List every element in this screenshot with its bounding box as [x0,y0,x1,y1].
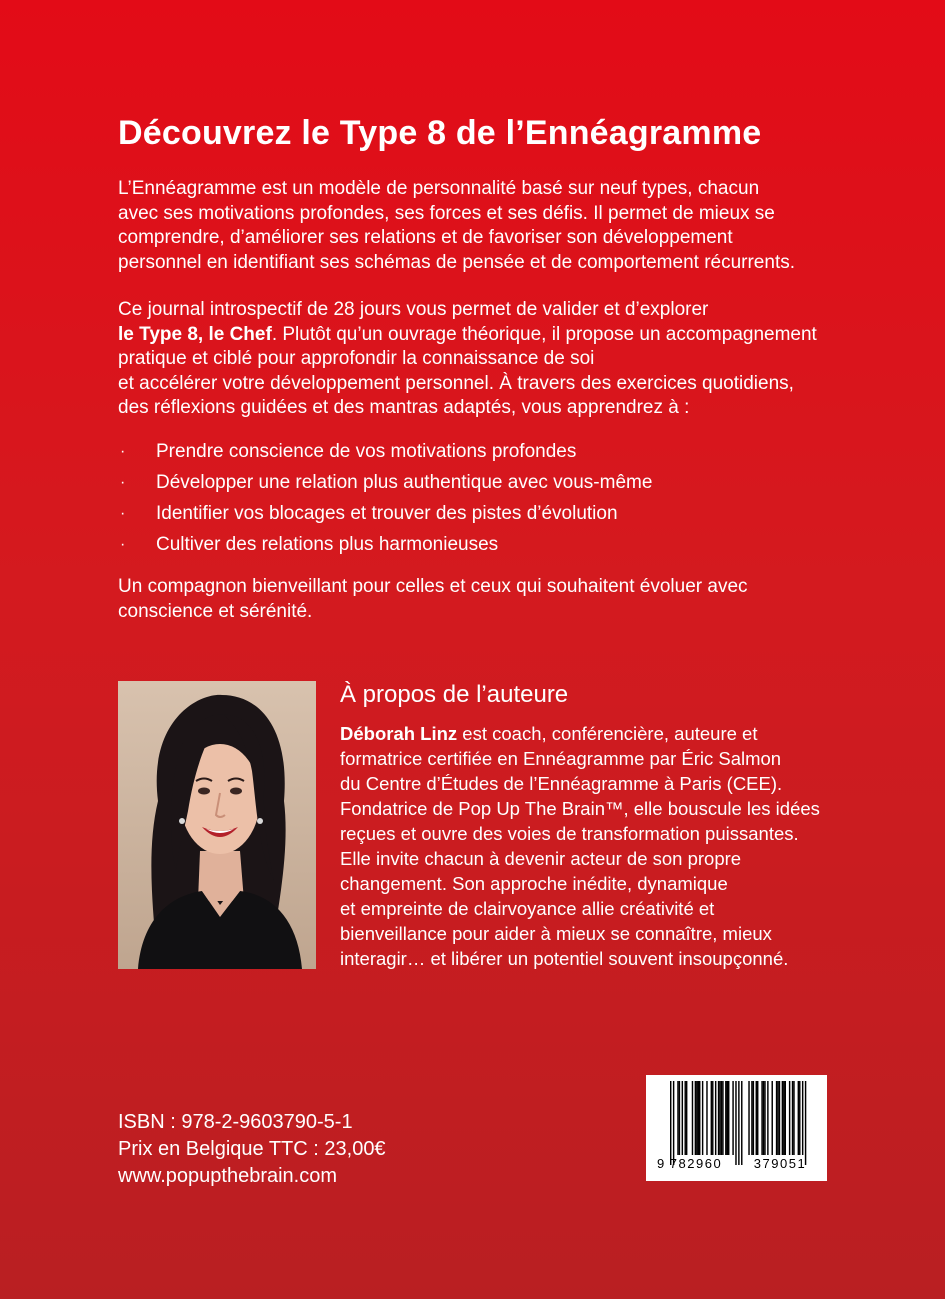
barcode-bar [682,1081,683,1155]
barcode-bar [783,1081,784,1155]
journal-line: Ce journal introspectif de 28 jours vous permet de valider et d’explorer [118,299,709,320]
bio-line: formatrice certifiée en Ennéagramme par Éric Salmon [340,748,782,769]
barcode-bar [735,1081,736,1165]
barcode-bar [793,1081,794,1155]
barcode-bar [685,1081,686,1155]
journal-line: et accélérer votre développement personnel. À travers des exercices quotidiens, [118,372,794,394]
bio-line: bienveillance pour aider à mieux se connaître, mieux [340,923,772,944]
back-cover-title: Découvrez le Type 8 de l’Ennéagramme [118,114,762,152]
barcode-bar [764,1081,765,1155]
journal-line-rest: . Plutôt qu’un ouvrage théorique, il propose un accompagnement [271,323,817,345]
bio-line: et empreinte de clairvoyance allie créativité et [340,898,715,919]
barcode-bar [756,1081,757,1155]
isbn-text: ISBN : 978-2-9603790-5-1 [118,1111,353,1133]
barcode-bar [706,1081,707,1155]
barcode-bar [757,1081,758,1155]
intro-line: comprendre, d’améliorer ses relations et de favoriser son développement [118,227,733,249]
publication-info [118,1109,386,1190]
barcode-bar [767,1081,768,1155]
barcode-bar [782,1081,783,1155]
barcode-bar [686,1081,687,1155]
barcode-bar [719,1081,720,1155]
barcode-bar [792,1081,793,1155]
bio-line-rest: est coach, conférencière, auteure et [457,723,758,744]
barcode-bar [777,1081,778,1155]
bio-line: Fondatrice de Pop Up The Brain™, elle bouscule les idées [340,798,820,819]
isbn-barcode [646,1075,827,1181]
closing-line: conscience et sérénité. [118,600,313,622]
intro-line: L’Ennéagramme est un modèle de personnalité basé sur neuf types, chacun [118,178,760,199]
barcode-bar [776,1081,777,1155]
author-photo [118,681,316,969]
bio-line: interagir… et libérer un potentiel souvent insoupçonné. [340,948,789,969]
barcode-bar [728,1081,729,1155]
barcode-bar [721,1081,722,1155]
barcode-bar [718,1081,719,1155]
bio-line: Elle invite chacun à devenir acteur de son propre [340,848,742,869]
barcode-bar [779,1081,780,1155]
barcode-bars [670,1081,806,1165]
benefit-text: Développer une relation plus authentique avec vous-même [156,472,653,493]
journal-line: pratique et ciblé pour approfondir la connaissance de soi [118,348,595,370]
barcode-bar [761,1081,762,1155]
barcode-bar [699,1081,700,1155]
bio-line [340,721,820,746]
bullet-dot-icon: · [120,443,126,460]
closing-line: Un compagnon bienveillant pour celles et ceux qui souhaitent évoluer avec [118,576,748,597]
barcode-bar [751,1081,752,1155]
intro-line: avec ses motivations profondes, ses forces et ses défis. Il permet de mieux se [118,202,775,224]
benefit-text: Prendre conscience de vos motivations profondes [156,441,577,462]
barcode-bar [763,1081,764,1155]
bio-line: changement. Son approche inédite, dynamique [340,873,728,894]
barcode-bar [785,1081,786,1155]
barcode-bar [748,1081,749,1155]
barcode-bar [805,1081,806,1165]
barcode-bar [789,1081,790,1155]
intro-line: personnel en identifiant ses schémas de pensée et de comportement récurrents. [118,251,795,273]
intro-paragraph [118,177,838,275]
type-8-highlight: le Type 8, le Chef [118,323,272,345]
bullet-dot-icon: · [120,505,126,522]
barcode-bar [732,1081,733,1155]
barcode-digit-group-2: 379051 [753,1156,807,1171]
barcode-bar [679,1081,680,1155]
barcode-bar [673,1081,674,1165]
journal-paragraph [118,298,838,421]
bio-line: reçues et ouvre des voies de transformation puissantes. [340,823,799,844]
barcode-bar [715,1081,716,1155]
barcode-bar [772,1081,773,1155]
barcode-bar [696,1081,697,1155]
barcode-bar [695,1081,696,1155]
barcode-bar [677,1081,678,1155]
barcode-bar [711,1081,712,1155]
bullet-dot-icon: · [120,536,126,553]
barcode-digit-group-1: 782960 [669,1156,723,1171]
barcode-bar [692,1081,693,1155]
website-link[interactable]: www.popupthebrain.com [118,1165,338,1187]
barcode-lead-digit: 9 [657,1156,665,1171]
journal-line [118,323,838,348]
bio-line: du Centre d’Études de l’Ennéagramme à Paris (CEE). [340,773,783,794]
barcode-bar [670,1081,671,1165]
barcode-bar [702,1081,703,1155]
benefit-text: Identifier vos blocages et trouver des pistes d’évolution [156,503,618,524]
barcode-bar [698,1081,699,1155]
benefit-text: Cultiver des relations plus harmonieuses [156,534,499,555]
about-author-heading: À propos de l’auteure [340,681,569,708]
author-bio [340,721,820,971]
barcode-bar [738,1081,739,1165]
journal-line: des réflexions guidées et des mantras adaptés, vous apprendrez à : [118,397,690,419]
bullet-dot-icon: · [120,474,126,491]
price-text: Prix en Belgique TTC : 23,00€ [118,1138,386,1160]
barcode-bar [727,1081,728,1155]
barcode-bar [753,1081,754,1155]
barcode-bar [799,1081,800,1155]
closing-paragraph [118,575,838,624]
barcode-bar [798,1081,799,1155]
barcode-bar [722,1081,723,1155]
barcode-bar [802,1081,803,1155]
author-name: Déborah Linz [340,723,458,744]
barcode-bar [741,1081,742,1165]
barcode-bar [712,1081,713,1155]
barcode-bar [725,1081,726,1155]
